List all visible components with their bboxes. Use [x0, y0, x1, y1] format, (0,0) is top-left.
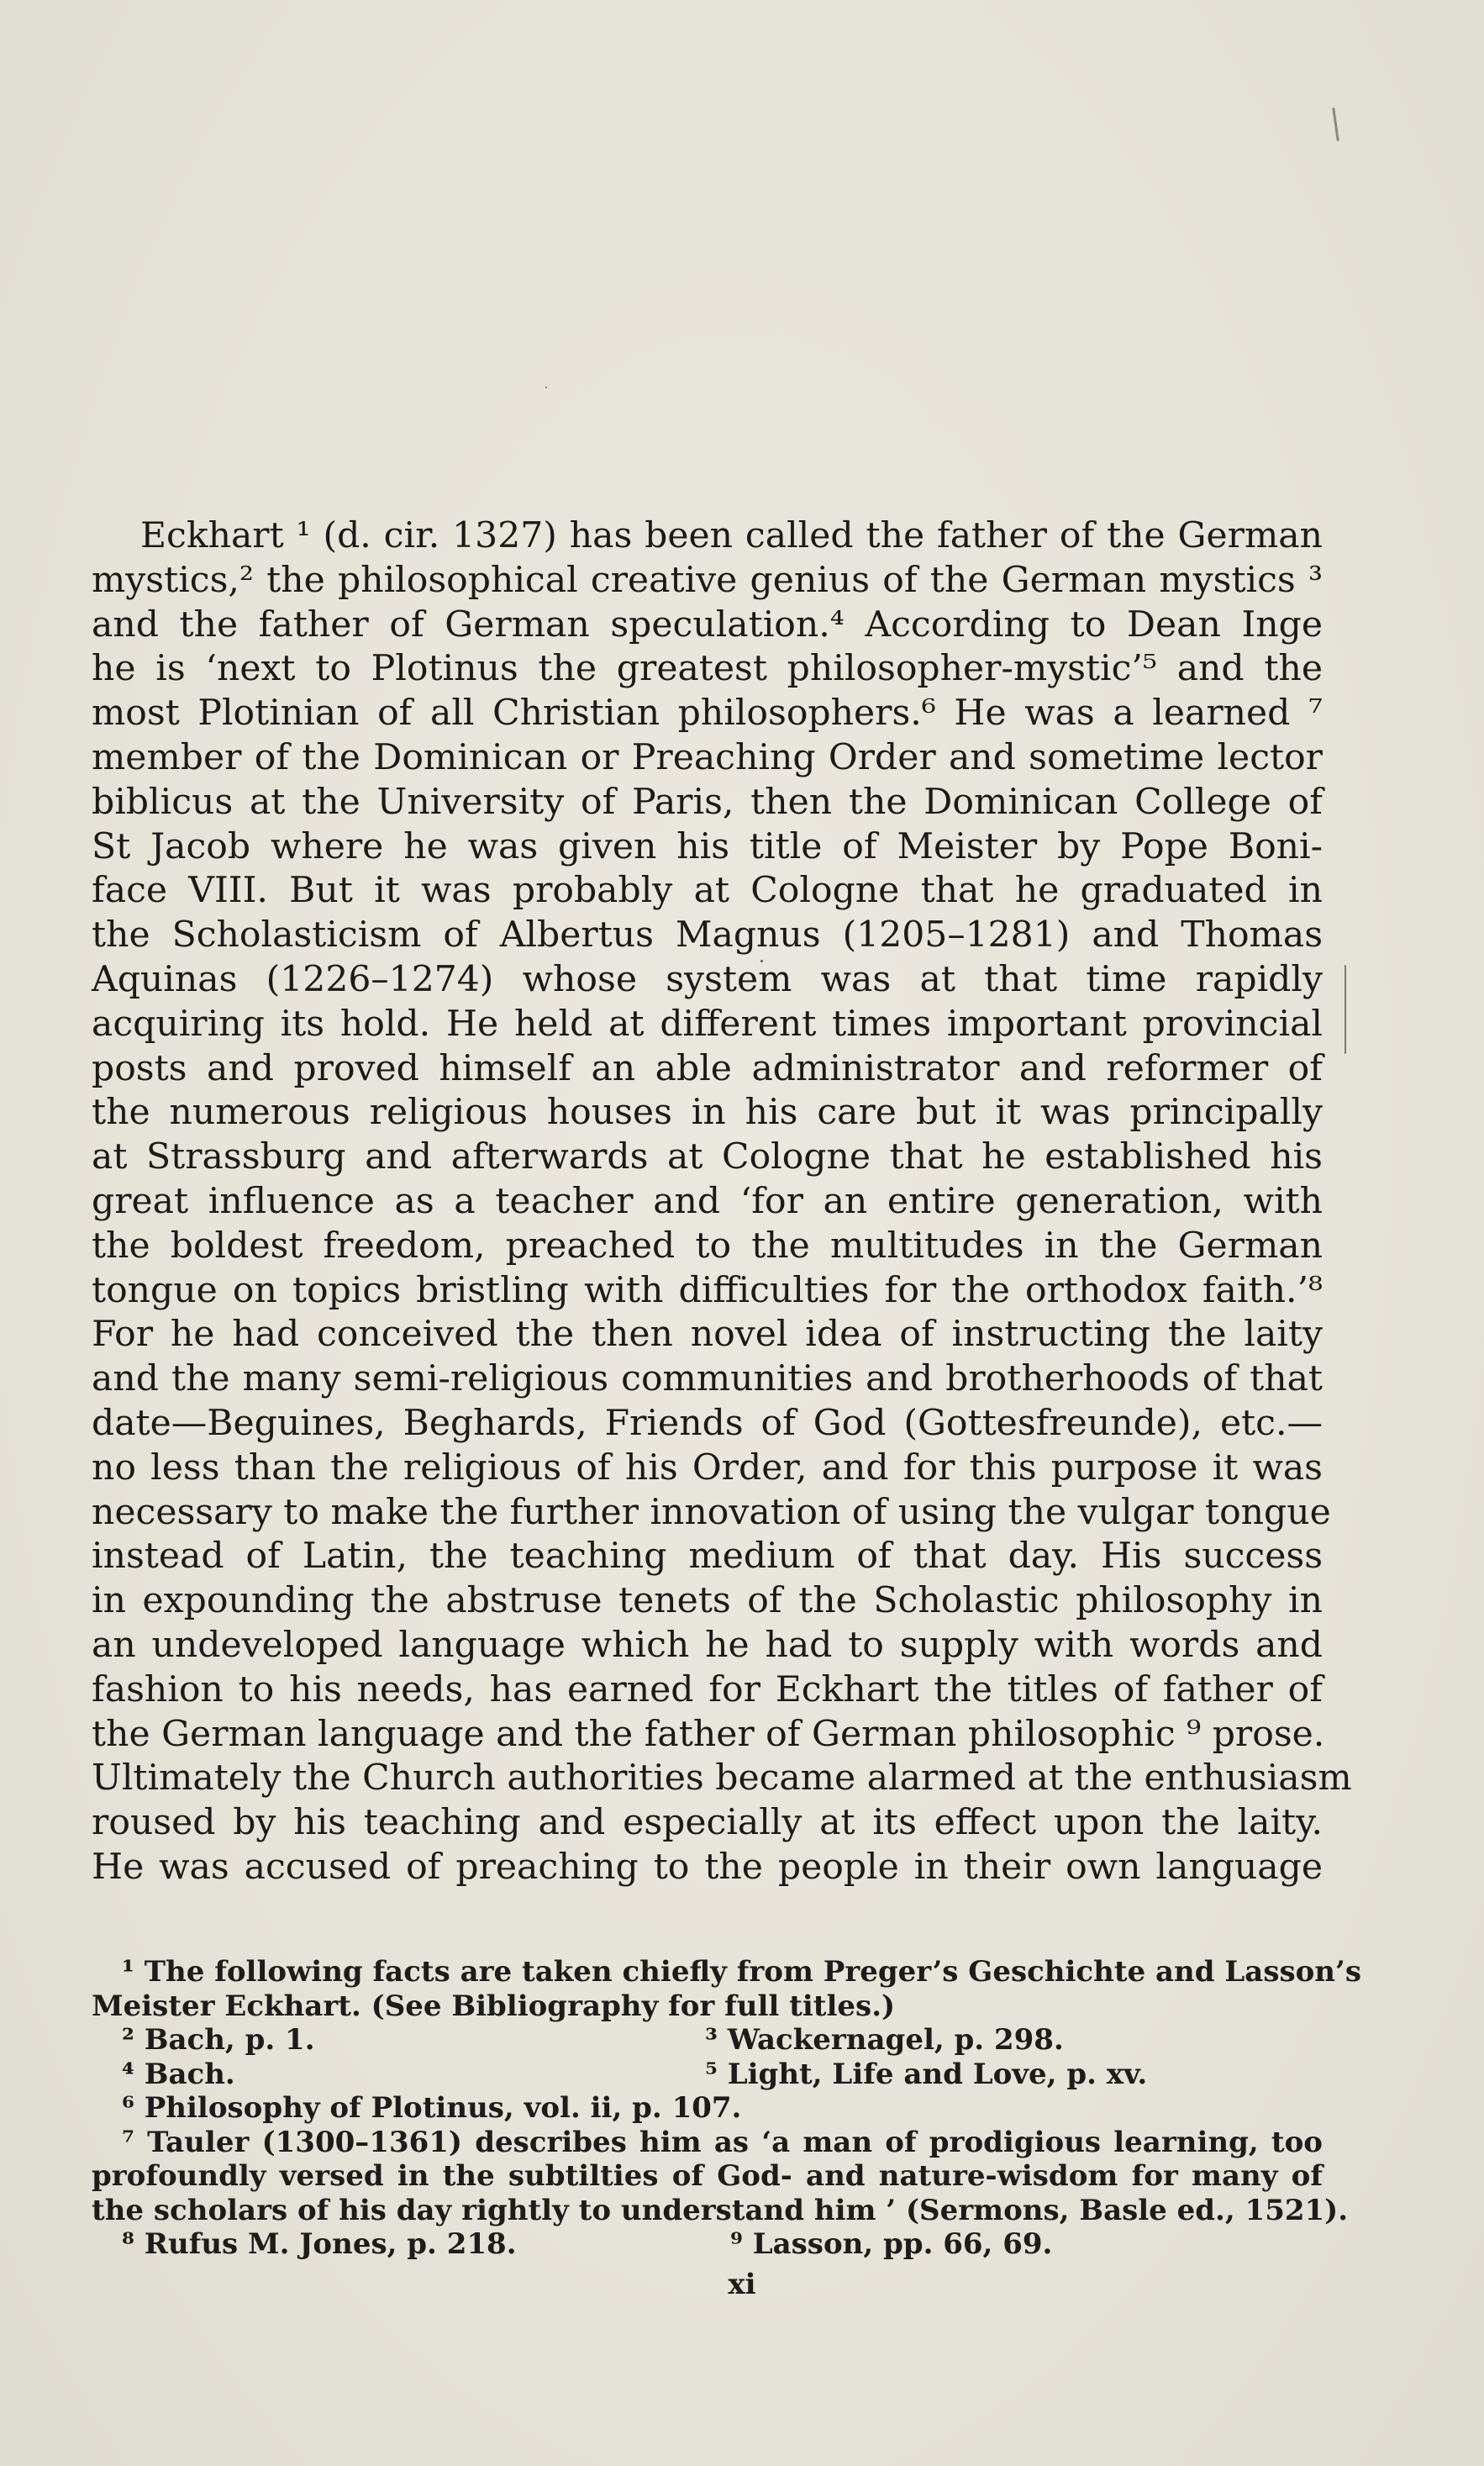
body-line: the numerous religious houses in his care but it was principally — [92, 1092, 1323, 1134]
body-line: tongue on topics bristling with difficulties for the orthodox faith.’⁸ — [92, 1269, 1323, 1311]
body-line: He was accused of preaching to the people in their own language — [92, 1846, 1323, 1888]
footnote-4: ⁴ Bach. — [122, 2057, 235, 2091]
scan-speck — [545, 387, 547, 388]
footnote-row — [92, 2227, 1323, 2262]
body-line: no less than the religious of his Order, and for this purpose it was — [92, 1446, 1323, 1489]
body-line: face VIII. But it was probably at Cologne that he graduated in — [92, 870, 1323, 912]
body-line: biblicus at the University of Paris, then the Dominican College of — [92, 781, 1323, 823]
body-line: he is ‘next to Plotinus the greatest philosopher-mystic’⁵ and the — [92, 648, 1323, 690]
body-line: and the many semi-religious communities and brotherhoods of that — [92, 1358, 1323, 1400]
footnote-row — [92, 2023, 1323, 2058]
footnotes — [92, 1955, 1361, 2262]
body-line: fashion to his needs, has earned for Eckhart the titles of father of — [92, 1668, 1323, 1710]
footnote-6: ⁶ Philosophy of Plotinus, vol. ii, p. 107. — [122, 2091, 742, 2125]
body-line: an undeveloped language which he had to supply with words and — [92, 1624, 1323, 1666]
footnote-9: ⁹ Lasson, pp. 66, 69. — [730, 2227, 1053, 2261]
footnote-7-continued: profoundly versed in the subtilties of God- and nature-wisdom for many of — [92, 2159, 1323, 2193]
footnote-7: ⁷ Tauler (1300–1361) describes him as ‘a man of prodigious learning, too — [122, 2125, 1323, 2159]
body-line: mystics,² the philosophical creative genius of the German mystics ³ — [92, 559, 1323, 601]
body-line: roused by his teaching and especially at its effect upon the laity. — [92, 1802, 1323, 1844]
footnote-5: ⁵ Light, Life and Love, p. xv. — [705, 2057, 1148, 2091]
body-line: member of the Dominican or Preaching Order and sometime lector — [92, 736, 1323, 778]
page-number: xi — [728, 2268, 756, 2301]
footnote-1: ¹ The following facts are taken chiefly from Preger’s Geschichte and Lasson’s — [122, 1955, 1361, 1989]
footnote-row — [92, 2058, 1323, 2092]
footnote-7-continued: the scholars of his day rightly to understand him ’ (Sermons, Basle ed., 1521). — [92, 2193, 1349, 2227]
body-line: the German language and the father of German philosophic ⁹ prose. — [92, 1713, 1325, 1755]
footnote-2: ² Bach, p. 1. — [122, 2023, 315, 2057]
body-line: For he had conceived the then novel idea of instructing the laity — [92, 1314, 1323, 1356]
body-line: and the father of German speculation.⁴ According to Dean Inge — [92, 603, 1323, 645]
body-line: Ultimately the Church authorities became alarmed at the enthusiasm — [92, 1757, 1352, 1799]
footnote-8: ⁸ Rufus M. Jones, p. 218. — [122, 2227, 517, 2261]
body-line: Aquinas (1226–1274) whose system was at that time rapidly — [92, 958, 1323, 1000]
body-line: necessary to make the further innovation of using the vulgar tongue — [92, 1491, 1331, 1533]
body-line: great influence as a teacher and ‘for an entire generation, with — [92, 1180, 1323, 1222]
footnote-1-continued: Meister Eckhart. (See Bibliography for full titles.) — [92, 1989, 896, 2023]
body-line: Eckhart ¹ (d. cir. 1327) has been called the father of the German — [140, 515, 1323, 556]
pencil-margin-mark — [1345, 965, 1346, 1054]
body-line: at Strassburg and afterwards at Cologne that he established his — [92, 1136, 1323, 1178]
body-line: acquiring its hold. He held at different times important provincial — [92, 1003, 1323, 1045]
body-line: the Scholasticism of Albertus Magnus (1205–1281) and Thomas — [92, 914, 1323, 956]
body-line: St Jacob where he was given his title of Meister by Pope Boni- — [92, 825, 1323, 867]
body-line: in expounding the abstruse tenets of the Scholastic philosophy in — [92, 1580, 1323, 1622]
body-line: the boldest freedom, preached to the multitudes in the German — [92, 1225, 1323, 1267]
body-line: date—Beguines, Beghards, Friends of God (Gottesfreunde), etc.— — [92, 1402, 1323, 1444]
scan-speck — [1332, 108, 1339, 141]
body-line: posts and proved himself an able administrator and reformer of — [92, 1047, 1323, 1089]
footnote-3: ³ Wackernagel, p. 298. — [705, 2023, 1064, 2057]
body-line: most Plotinian of all Christian philosophers.⁶ He was a learned ⁷ — [92, 693, 1323, 735]
body-line: instead of Latin, the teaching medium of that day. His success — [92, 1536, 1323, 1578]
body-text — [92, 514, 1352, 1890]
